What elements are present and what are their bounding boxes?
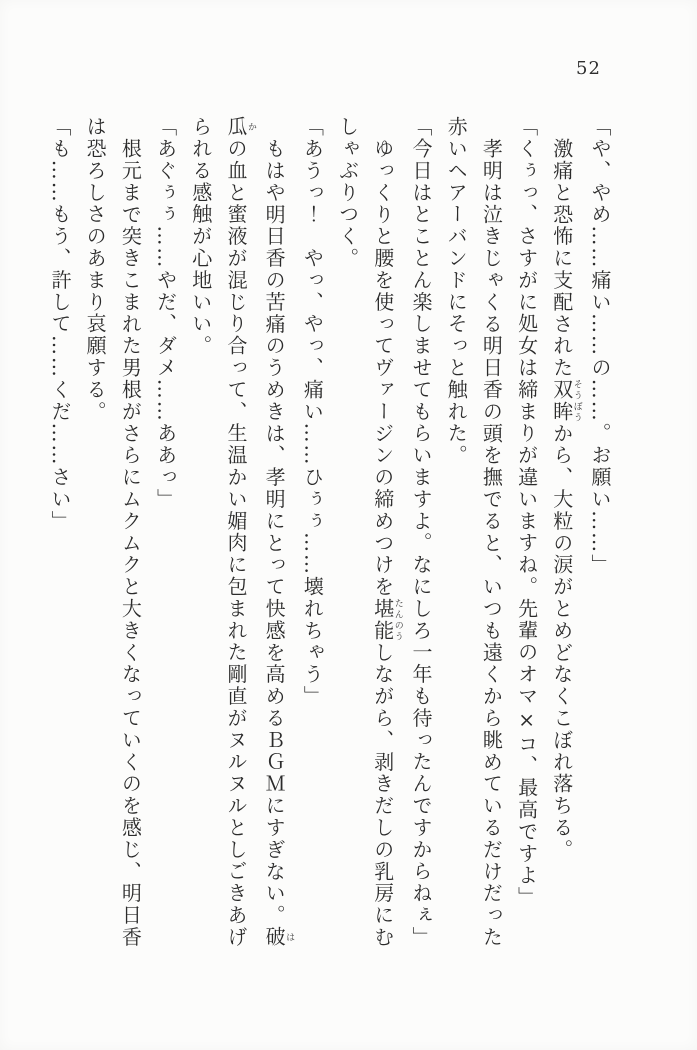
text-line-9: 「あうっ！ やっ、やっ、痛い……ひぅぅ……壊れちゃう」 <box>300 116 325 708</box>
text-columns <box>47 116 617 976</box>
text-line-3: 「くぅっ、さすがに処女は締まりが違いますね。先輩のオマ×コ、最高ですよ」 <box>514 116 539 909</box>
text-line-14: 根元まで突きこまれた男根がさらにムクムクと大きくなっていくのを感じ、明日香 <box>118 137 143 949</box>
text-line-6: 「今日はとことん楽しませてもらいますよ。なにしろ一年も待ったんですからねぇ」 <box>408 116 433 949</box>
furigana-ruby: 破は <box>262 926 295 949</box>
furigana-ruby: 双眸そうぼう <box>549 378 582 423</box>
text-line-10: もはや明日香の苦痛のうめきは、孝明にとって快感を高めるＢＧＭにすぎない。破は <box>262 137 295 949</box>
furigana-ruby: 瓜か <box>223 116 256 138</box>
text-line-1: 「や、やめ……痛い……の……。お願い……」 <box>588 116 612 576</box>
text-line-5: 赤いヘアーバンドにそっと触れた。 <box>444 116 469 467</box>
text-line-16: 「も……もう、許して……くだ……さい」 <box>47 116 72 533</box>
text-line-2: 激痛と恐怖に支配された双眸そうぼうから、大粒の涙がとめどなくこぼれ落ちる。 <box>549 137 582 861</box>
page-number: 52 <box>576 58 601 79</box>
furigana-ruby: 堪能たんのう <box>370 597 403 642</box>
text-line-11: 瓜かの血と蜜液が混じり合って、生温かい媚肉に包まれた剛直がヌルヌルとしごきあげ <box>223 116 256 949</box>
text-line-15: は恐ろしさのあまり哀願する。 <box>83 116 108 423</box>
text-line-8: しゃぶりつく。 <box>335 116 360 270</box>
text-line-4: 孝明は泣きじゃくる明日香の頭を撫でると、いつも遠くから眺めているだけだった <box>479 137 504 949</box>
text-line-7: ゆっくりと腰を使ってヴァージンの締めつけを堪能たんのうしながら、剥きだしの乳房にむ <box>370 137 403 949</box>
text-line-12: られる感触が心地いい。 <box>188 116 213 357</box>
text-line-13: 「あぐぅぅ……やだ、ダメ……ああっ」 <box>153 116 178 511</box>
